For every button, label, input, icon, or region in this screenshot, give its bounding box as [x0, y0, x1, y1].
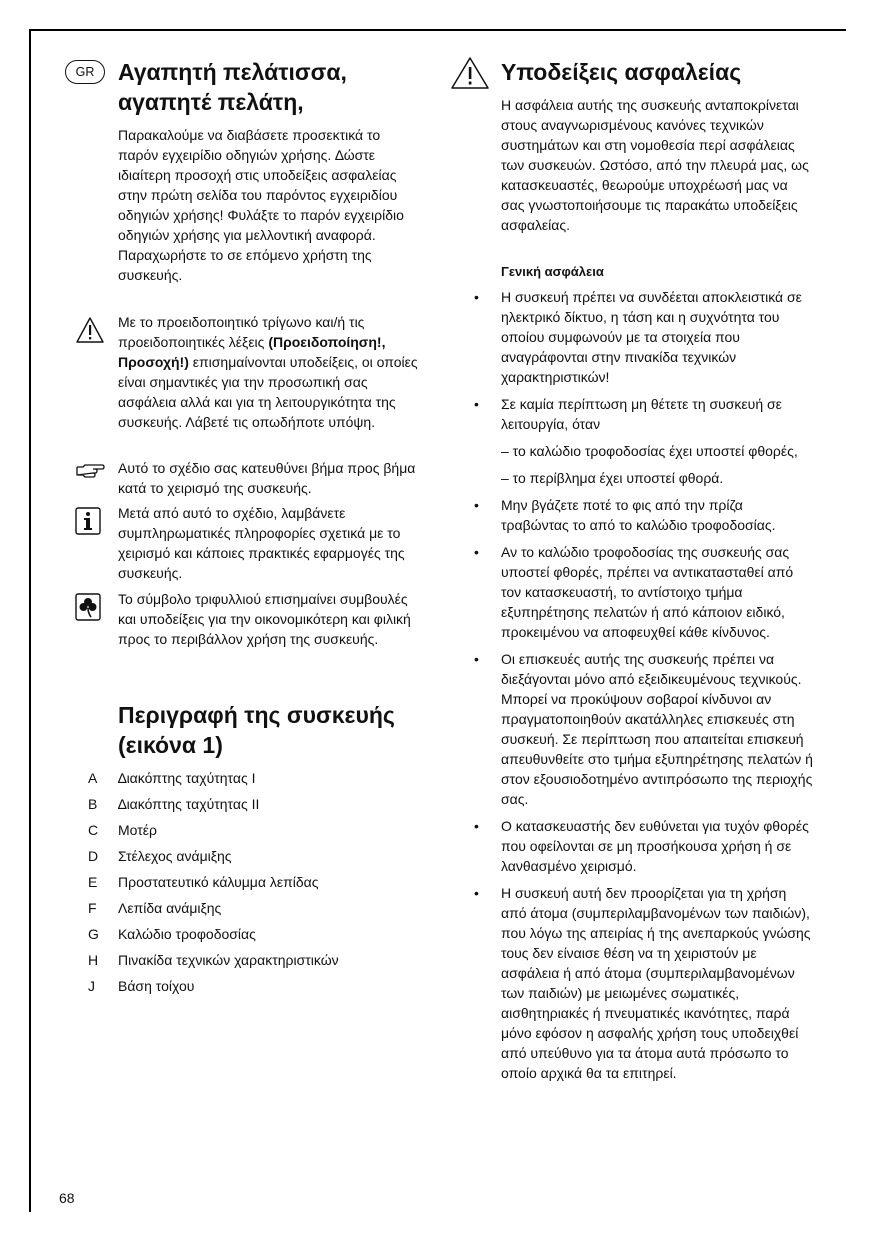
safety-subitem: – το περίβλημα έχει υποστεί φθορά.	[501, 470, 724, 486]
part-letter: D	[88, 848, 99, 864]
safety-item-text: Ο κατασκευαστής δεν ευθύνεται για τυχόν φθορές που οφείλονται σε μη προσήκουσα χρήση ή σε λανθασμένο χειρισμό.	[501, 818, 809, 874]
safety-list-continued	[474, 495, 813, 1083]
parts-list-item	[88, 846, 428, 872]
safety-list-item	[474, 495, 813, 535]
safety-list-item	[474, 883, 813, 1083]
parts-list-item	[88, 768, 428, 794]
warning-text-before: Με το προειδοποιητικό τρίγωνο και/ή τις προειδοποιητικές λέξεις	[118, 314, 365, 350]
bullet: •	[474, 544, 479, 560]
parts-list-item	[88, 976, 428, 1002]
bullet: •	[474, 651, 479, 667]
part-letter: C	[88, 822, 99, 838]
language-badge: GR	[65, 60, 105, 84]
parts-list-item	[88, 898, 428, 924]
parts-list-item	[88, 924, 428, 950]
safety-item-text: Μην βγάζετε ποτέ το φις από την πρίζα τραβώντας το από το καλώδιο τροφοδοσίας.	[501, 497, 776, 533]
bullet: •	[474, 497, 479, 513]
part-name: Προστατευτικό κάλυμμα λεπίδας	[118, 874, 319, 890]
pointing-hand-icon	[75, 462, 105, 480]
part-letter: E	[88, 874, 98, 890]
safety-item-text: Οι επισκευές αυτής της συσκευής πρέπει να διεξάγονται μόνο από εξειδικευμένους τεχνικούς. Μπορεί να προκύψουν σοβαροί κίνδυνοι αν πραγματοποιηθούν ακατάλληλες επισκευές στη συσκευή. Σε περίπτωση που απαιτείται επισκευή απευθυνθείτε στο τμήμα εξυπηρέτησης πελατών ή στον εξουσιοδοτημένο αντιπρόσωπο της περιοχής σας.	[501, 651, 813, 807]
part-name: Καλώδιο τροφοδοσίας	[118, 926, 256, 942]
greeting-heading	[118, 57, 423, 117]
part-letter: F	[88, 900, 97, 916]
part-name: ∆ιακόπτης ταχύτητας I	[118, 770, 256, 786]
page-frame-left-rule	[29, 29, 31, 1212]
part-letter: G	[88, 926, 99, 942]
parts-list-item	[88, 794, 428, 820]
general-safety-subheading: Γενική ασφάλεια	[501, 264, 604, 279]
safety-list-item	[474, 287, 813, 387]
intro-paragraph: Παρακαλούμε να διαβάσετε προσεκτικά το παρόν εγχειρίδιο οδηγιών χρήσης. ∆ώστε ιδιαίτερη προσοχή στις υποδείξεις ασφαλείας στην πρώτη σελίδα του παρόντος εγχειριδίου οδηγιών χρήσης! Φυλάξτε το παρόν εγχειρίδιο οδηγιών χρήσης για μελλοντική αναφορά. Παραχωρήστε το σε επόμενο χρήστη της συσκευής.	[118, 127, 404, 283]
bullet: •	[474, 289, 479, 305]
page-number: 68	[59, 1190, 75, 1206]
safety-list	[474, 287, 813, 434]
part-name: Βάση τοίχου	[118, 978, 195, 994]
description-heading	[118, 700, 438, 760]
part-letter: A	[88, 770, 98, 786]
parts-list	[88, 768, 428, 1002]
safety-list-item	[474, 542, 813, 642]
warning-keywords: (Προειδοποίηση!, Προσοχή!)	[118, 334, 386, 370]
warning-paragraph	[118, 312, 423, 432]
bullet: •	[474, 396, 479, 412]
safety-item-text: Η συσκευή αυτή δεν προορίζεται για τη χρήση από άτομα (συμπεριλαμβανομένων των παιδιών), που λόγω της απειρίας ή της ανεπαρκούς γνώσης τους δεν είναισε θέση να τη χειριστούν με ασφάλεια ή από άτομα (συμπεριλαμβανομένων των παιδιών) με μειωμένες σωματικές, αισθητηριακές ή πνευματικές ικανότητες, παρά μόνο εφόσον η ασφαλής χρήση τους υποδειχθεί από υπεύθυνο για τα άτομα αυτά πρόσωπο το οποίο αρχικά θα τα επιτηρεί.	[501, 885, 811, 1081]
safety-list-item	[474, 649, 813, 809]
greeting-title-line2: αγαπητέ πελάτη,	[118, 89, 304, 115]
parts-list-item	[88, 820, 428, 846]
info-icon	[75, 507, 101, 535]
parts-list-item	[88, 950, 428, 976]
greeting-title-line1: Αγαπητή πελάτισσα,	[118, 59, 347, 85]
safety-intro: Η ασφάλεια αυτής της συσκευής ανταποκρίνεται στους αναγνωρισμένους κανόνες τεχνικών συστημάτων και στη νομοθεσία περί ασφάλειας των συσκευών. Ωστόσο, από την πλευρά μας, ως κατασκευαστές, θεωρούμε υποχρέωσή μας να σας γνωστοποιήσουμε τις παρακάτω υποδείξεις ασφαλείας.	[501, 97, 809, 233]
safety-item-text: Σε καμία περίπτωση μη θέτετε τη συσκευή σε λειτουργία, όταν	[501, 396, 782, 432]
safety-list-item	[474, 816, 813, 876]
eco-symbol-paragraph: Το σύμβολο τριφυλλιού επισημαίνει συμβουλές και υποδείξεις για την οικονομικότερη και φιλική προς το περιβάλλον χρήση της συσκευής.	[118, 591, 411, 647]
parts-list-item	[88, 872, 428, 898]
safety-item-text: Αν το καλώδιο τροφοδοσίας της συσκευής σας υποστεί φθορές, πρέπει να αντικατασταθεί από τον κατασκευαστή, το αντίστοιχο τμήμα εξυπηρέτησης πελατών ή από κάποιον ειδικό, προκειμένου να αποφευχθεί κάθε κίνδυνος.	[501, 544, 794, 640]
hand-symbol-paragraph: Αυτό το σχέδιο σας κατευθύνει βήμα προς βήμα κατά το χειρισμό της συσκευής.	[118, 460, 416, 496]
info-symbol-paragraph: Μετά από αυτό το σχέδιο, λαμβάνετε συμπληρωματικές πληροφορίες σχετικά με το χειρισμό και κάποιες πρακτικές εφαρμογές της συσκευής.	[118, 505, 405, 581]
part-letter: J	[88, 978, 95, 994]
warning-text-after: επισημαίνονται υποδείξεις, οι οποίες είναι σημαντικές για την προσωπική σας ασφάλεια αλλά και για τη λειτουργικότητα της συσκευής. Λάβετέ τις οπωδήποτε υπόψη.	[118, 354, 418, 430]
part-name: Πινακίδα τεχνικών χαρακτηριστικών	[118, 952, 339, 968]
part-name: Λεπίδα ανάμιξης	[118, 900, 222, 916]
part-name: Μοτέρ	[118, 822, 157, 838]
part-name: Στέλεχος ανάμιξης	[118, 848, 232, 864]
part-letter: B	[88, 796, 98, 812]
safety-item-text: Η συσκευή πρέπει να συνδέεται αποκλειστικά σε ηλεκτρικό δίκτυο, η τάση και η συχνότητα του οποίου συμφωνούν με τα στοιχεία που αναγράφονται στην πινακίδα τεχνικών χαρακτηριστικών!	[501, 289, 802, 385]
safety-title: Υποδείξεις ασφαλείας	[501, 59, 742, 85]
bullet: •	[474, 818, 479, 834]
part-letter: H	[88, 952, 99, 968]
page-frame-top-rule	[29, 29, 846, 31]
part-name: ∆ιακόπτης ταχύτητας II	[118, 796, 260, 812]
description-title-line1: Περιγραφή της συσκευής	[118, 702, 395, 728]
bullet: •	[474, 885, 479, 901]
safety-subitem: – το καλώδιο τροφοδοσίας έχει υποστεί φθορές,	[501, 443, 798, 459]
warning-triangle-icon	[75, 316, 105, 344]
clover-eco-icon	[75, 593, 101, 621]
safety-warning-triangle-icon	[450, 56, 490, 90]
safety-list-item	[474, 394, 813, 434]
description-title-line2: (εικόνα 1)	[118, 732, 223, 758]
